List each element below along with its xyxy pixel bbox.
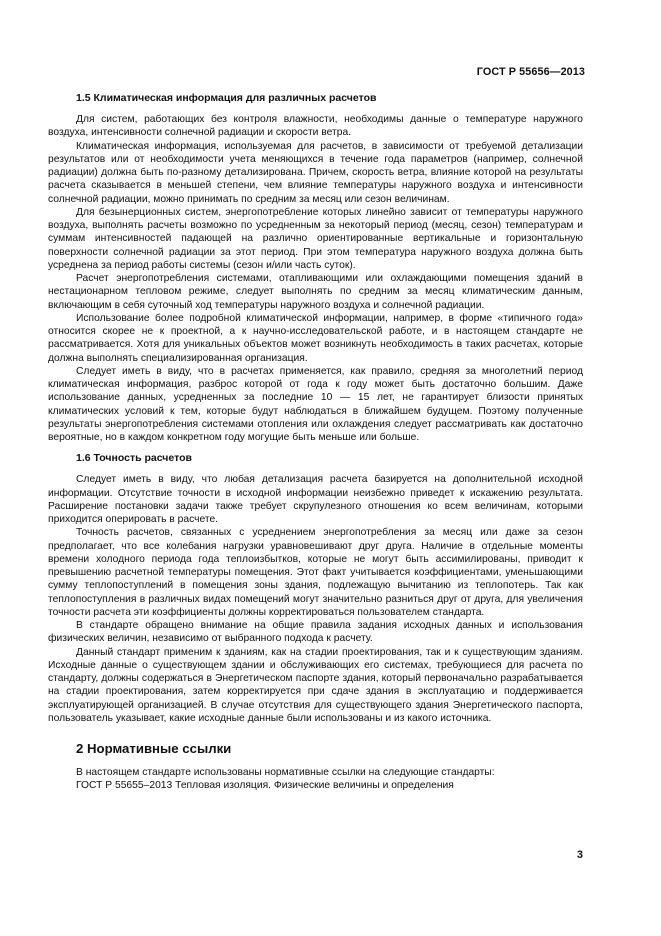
paragraph: Климатическая информация, используемая для расчетов, в зависимости от требуемой детализации результатов или от необходимости учета меняющихся в течение года параметров (например, солнечной радиации) должна быть по-разному детализирована. Причем, скорость ветра, влияние которой на результаты расчета сказывается в меньшей степени, чем влияние температуры наружного воздуха и интенсивности солнечной радиации, можно принимать по средним за месяц или сезон величинам. [48, 140, 583, 205]
paragraph: В настоящем стандарте использованы нормативные ссылки на следующие стандарты: [76, 767, 495, 778]
paragraph: Данный стандарт применим к зданиям, как на стадии проектирования, так и к существующим зданиям. Исходные данные о существующем здании и обслуживающих его системах, требующиеся для расчета по стандарту, должны содержаться в Энергетическом паспорте здания, который первоначально разрабатывается на стадии проектирования, затем корректируется при сдаче здания в эксплуатацию и поддерживается эксплуатирующей организацией. В случае отсутствия для существующего здания Энергетического паспорта, пользователь указывает, какие исходные данные были использованы и из какого источника. [48, 646, 583, 724]
paragraph: Точность расчетов, связанных с усреднением энергопотребления за месяц или даже за сезон предполагает, что все колебания нагрузки уравновешивают друг друга. Наличие в отдельные моменты времени холодного периода года теплоизбытков, которые не могут быть ассимилированы, приводит к превышению расчетной температуры помещения. Этот факт учитывается коэффициентами, уменьшающими сумму теплопоступлений в помещения зоны здания, подлежащую вычитанию из теплопотерь. Так как теплопоступления в различных видах помещений могут значительно разниться друг от друга, для увеличения точности расчета эти коэффициенты должны корректироваться пользователем стандарта. [48, 527, 583, 618]
paragraph: ГОСТ Р 55655–2013 Тепловая изоляция. Физические величины и определения [76, 780, 454, 792]
section-1-5-title: 1.5 Климатическая информация для различных расчетов [76, 92, 377, 104]
page-number: 3 [576, 849, 583, 861]
section-1-6-title: 1.6 Точность расчетов [76, 452, 192, 465]
paragraph: Следует иметь в виду, что в расчетах применяется, как правило, средняя за многолетний период климатическая информация, разброс которой от года к году может быть достаточно большим. Даже использование данных, усредненных за последние 10 — 15 лет, не гарантирует близости принятых климатических условий к тем, которые будут наблюдаться в ближайшем будущем. Поэтому полученные результаты энергопотребления системами отопления или охлаждения следует рассматривать как достаточно вероятные, но в каждом конкретном году могущие быть меньше или больше. [48, 365, 583, 443]
paragraph: Для безынерционных систем, энергопотребление которых линейно зависит от температуры наружного воздуха, выполнять расчеты возможно по усредненным за некоторый период (месяц, сезон) температурам и суммам интенсивностей падающей на различно ориентированные вертикальные и горизонтальную поверхности солнечной радиации за этот период. При этом температура наружного воздуха должна быть усреднена за период работы системы (сезон и/или часть суток). [48, 206, 583, 271]
document-body [48, 92, 583, 793]
paragraph: Для систем, работающих без контроля влажности, необходимы данные о температуре наружного воздуха, интенсивности солнечной радиации и скорости ветра. [48, 114, 583, 139]
document-header: ГОСТ Р 55656—2013 [476, 66, 585, 78]
paragraph: Расчет энергопотребления системами, отапливающими или охлаждающими помещения зданий в нестационарном тепловом режиме, следует выполнять по средним за месяц климатическим данным, включающим в себя суточный ход температуры наружного воздуха и солнечной радиации. [48, 273, 583, 311]
paragraph: В стандарте обращено внимание на общие правила задания исходных данных и использования физических величин, независимо от выбранного подхода к расчету. [48, 620, 583, 645]
paragraph: Использование более подробной климатической информации, например, в форме «типичного года» относится скорее не к проектной, а к научно-исследовательской работе, и в настоящем стандарте не рассматривается. Хотя для уникальных объектов может возникнуть необходимость в таких расчетах, которые должна выполнять специализированная организация. [48, 312, 583, 364]
paragraph: Следует иметь в виду, что любая детализация расчета базируется на дополнительной исходной информации. Отсутствие точности в исходной информации неизбежно приведет к искажению результата. Расширение постановки задачи также требует скрупулезного отношения ко всем величинам, которыми приходится оперировать в расчете. [48, 474, 583, 525]
section-2-title: 2 Нормативные ссылки [76, 741, 232, 756]
